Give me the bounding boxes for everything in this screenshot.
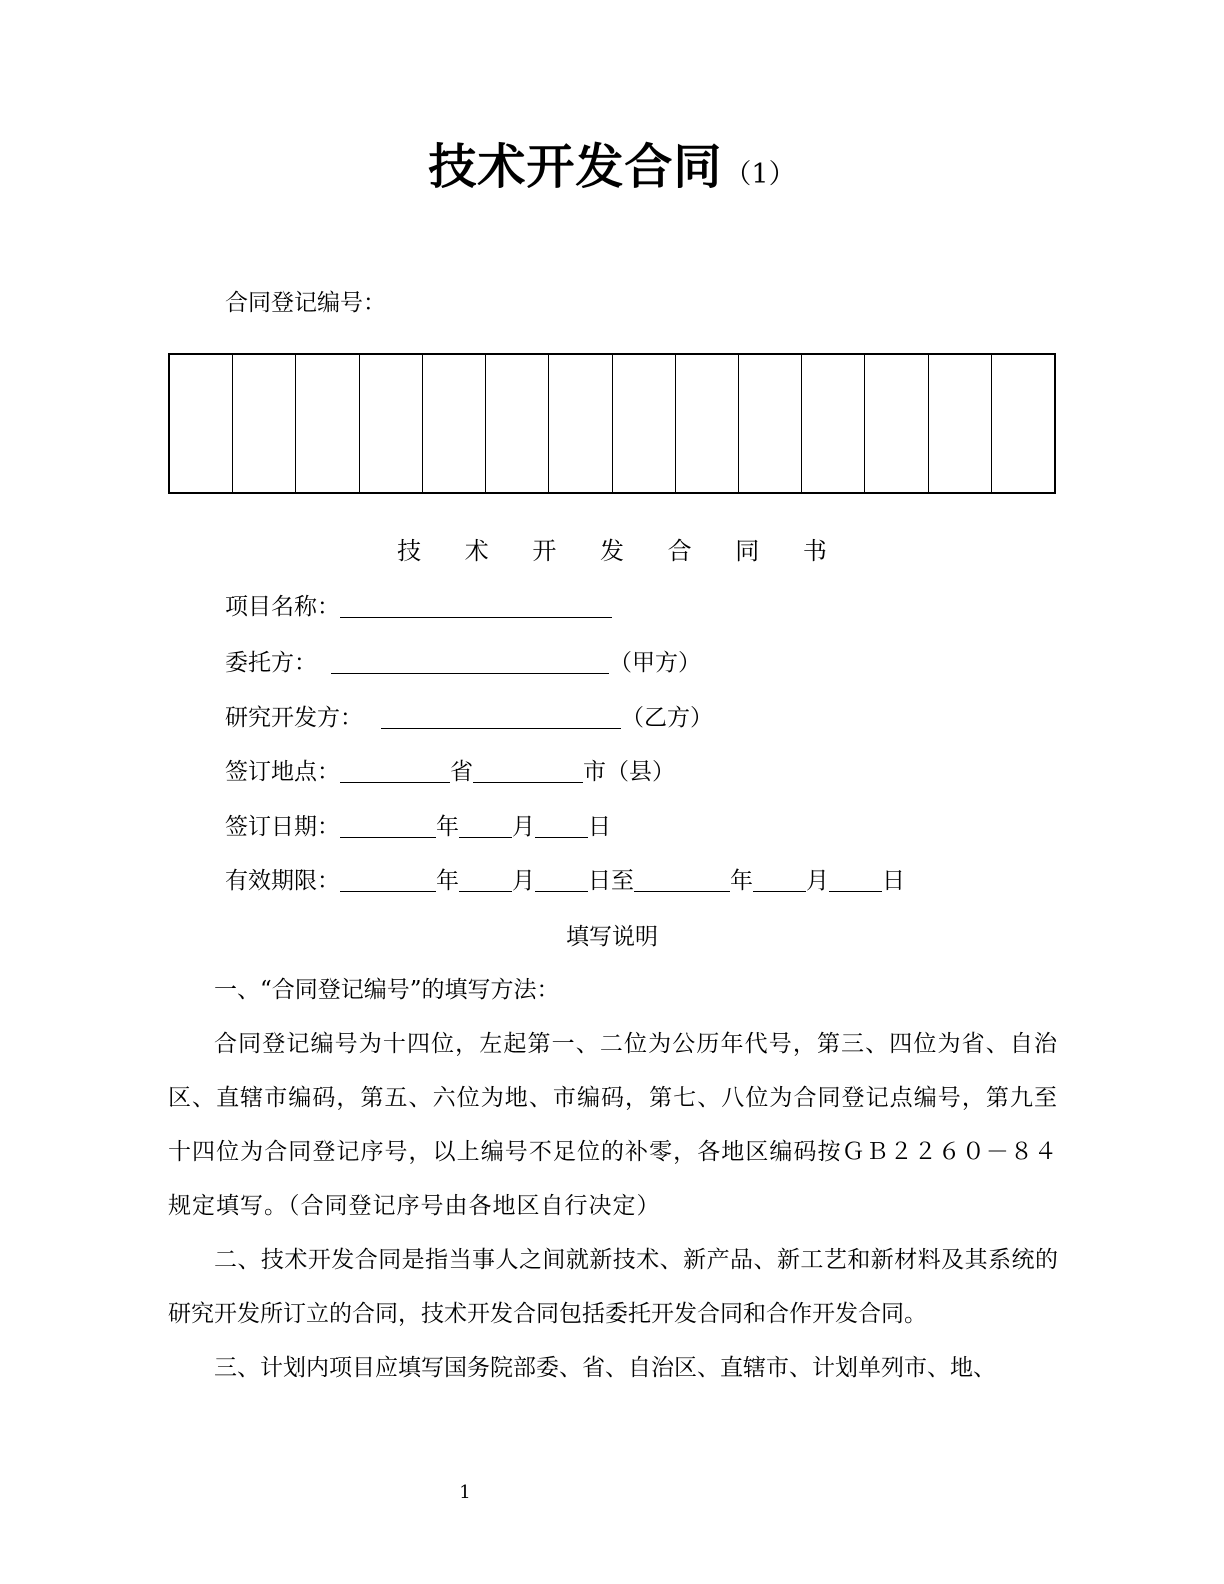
field-valid-period-start-year-input[interactable] bbox=[340, 867, 436, 892]
field-valid-period-start-month-unit: 月 bbox=[512, 868, 535, 894]
code-box[interactable] bbox=[865, 355, 928, 492]
field-valid-period-start-year-unit: 年 bbox=[436, 868, 459, 894]
field-signing-place-city-input[interactable] bbox=[473, 758, 583, 783]
code-box[interactable] bbox=[360, 355, 423, 492]
field-signing-place-label: 签订地点： bbox=[225, 759, 340, 785]
document-subtitle: 技 术 开 发 合 同 书 bbox=[397, 537, 845, 565]
field-signing-date-year-unit: 年 bbox=[436, 814, 459, 840]
field-signing-date-year-input[interactable] bbox=[340, 813, 436, 838]
code-box[interactable] bbox=[739, 355, 802, 492]
registration-number-boxes[interactable] bbox=[168, 353, 1056, 494]
instruction-item-3: 二、技术开发合同是指当事人之间就新技术、新产品、新工艺和新材料及其系统的研究开发所订立的合同，技术开发合同包括委托开发合同和合作开发合同。 bbox=[168, 1247, 1058, 1327]
instruction-item-2: 合同登记编号为十四位，左起第一、二位为公历年代号，第三、四位为省、自治区、直辖市编码，第五、六位为地、市编码，第七、八位为合同登记点编号，第九至十四位为合同登记序号，以上编号不足位的补零，各地区编码按ＧＢ２２６０－８４规定填写。（合同登记序号由各地区自行决定） bbox=[168, 1031, 1058, 1219]
field-signing-date-day-unit: 日 bbox=[588, 814, 611, 840]
code-box[interactable] bbox=[802, 355, 865, 492]
field-valid-period-label: 有效期限： bbox=[225, 868, 340, 894]
page-number: 1 bbox=[459, 1482, 471, 1503]
field-client-input[interactable] bbox=[331, 649, 609, 674]
field-project-name bbox=[225, 592, 612, 622]
field-signing-place bbox=[225, 757, 675, 787]
code-box[interactable] bbox=[929, 355, 992, 492]
field-valid-period-end-day-input[interactable] bbox=[829, 867, 882, 892]
field-signing-place-province-input[interactable] bbox=[340, 758, 450, 783]
instruction-item-4: 三、计划内项目应填写国务院部委、省、自治区、直辖市、计划单列市、地、 bbox=[214, 1355, 996, 1381]
code-box[interactable] bbox=[549, 355, 612, 492]
field-developer-suffix: （乙方） bbox=[621, 705, 713, 731]
field-signing-place-province-unit: 省 bbox=[450, 759, 473, 785]
field-project-name-input[interactable] bbox=[340, 593, 612, 618]
field-valid-period-end-year-unit: 年 bbox=[730, 868, 753, 894]
field-valid-period-end-month-unit: 月 bbox=[806, 868, 829, 894]
code-box[interactable] bbox=[233, 355, 296, 492]
field-valid-period bbox=[225, 866, 905, 896]
field-project-name-label: 项目名称： bbox=[225, 594, 340, 620]
field-client bbox=[225, 648, 701, 678]
field-developer bbox=[225, 703, 713, 733]
field-valid-period-end-month-input[interactable] bbox=[753, 867, 806, 892]
field-signing-place-city-unit: 市（县） bbox=[583, 759, 675, 785]
code-box[interactable] bbox=[423, 355, 486, 492]
field-developer-label: 研究开发方： bbox=[225, 705, 363, 731]
field-signing-date-day-input[interactable] bbox=[535, 813, 588, 838]
instructions-heading: 填写说明 bbox=[566, 924, 658, 950]
field-valid-period-day-to: 日至 bbox=[588, 868, 634, 894]
field-signing-date-month-input[interactable] bbox=[459, 813, 512, 838]
code-box[interactable] bbox=[170, 355, 233, 492]
code-box[interactable] bbox=[486, 355, 549, 492]
field-valid-period-end-day-unit: 日 bbox=[882, 868, 905, 894]
field-signing-date-label: 签订日期： bbox=[225, 814, 340, 840]
code-box[interactable] bbox=[992, 355, 1054, 492]
code-box[interactable] bbox=[676, 355, 739, 492]
page-title bbox=[0, 128, 1224, 197]
field-developer-input[interactable] bbox=[381, 704, 621, 729]
code-box[interactable] bbox=[296, 355, 359, 492]
field-valid-period-start-day-input[interactable] bbox=[535, 867, 588, 892]
field-client-label: 委托方： bbox=[225, 650, 317, 676]
field-signing-date bbox=[225, 812, 611, 842]
code-box[interactable] bbox=[613, 355, 676, 492]
field-valid-period-end-year-input[interactable] bbox=[634, 867, 730, 892]
field-client-suffix: （甲方） bbox=[609, 650, 701, 676]
instruction-item-1: 一、“合同登记编号”的填写方法： bbox=[214, 977, 560, 1003]
registration-number-label: 合同登记编号： bbox=[225, 290, 386, 316]
field-valid-period-start-month-input[interactable] bbox=[459, 867, 512, 892]
field-signing-date-month-unit: 月 bbox=[512, 814, 535, 840]
page-title-main: 技术开发合同 bbox=[428, 139, 723, 195]
page-title-suffix: （1） bbox=[724, 159, 796, 190]
